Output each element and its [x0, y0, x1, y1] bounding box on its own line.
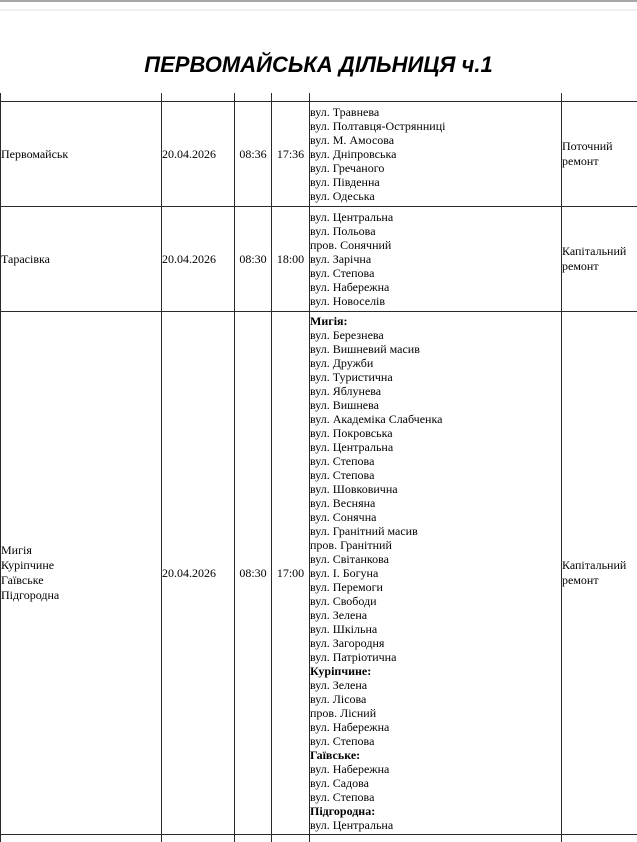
schedule-table — [0, 93, 637, 842]
street-line: Куріпчине: — [310, 664, 372, 678]
top-faint-line — [0, 9, 637, 11]
street-line: вул. Шкільна — [310, 622, 378, 636]
end-time-cell: 17:36 — [272, 102, 310, 207]
street-line: вул. Південна — [310, 175, 380, 189]
street-line: вул. Перемоги — [310, 580, 383, 594]
streets-cell — [310, 312, 562, 835]
street-line: вул. Центральна — [310, 818, 394, 832]
start-time-cell: 08:30 — [235, 312, 272, 835]
street-line: вул. Степова — [310, 266, 375, 280]
street-line: пров. Лісний — [310, 706, 377, 720]
locality-line: Куріпчине — [1, 558, 55, 572]
street-line: Мигія: — [310, 314, 348, 328]
street-line: вул. Полтавця-Острянниці — [310, 119, 446, 133]
street-line: вул. Садова — [310, 776, 369, 790]
street-line: вул. Степова — [310, 734, 375, 748]
repair-type-cell: Капітальний ремонт — [562, 207, 637, 312]
streets-cell — [310, 207, 562, 312]
street-line: вул. М. Амосова — [310, 133, 395, 147]
street-line: вул. Степова — [310, 454, 375, 468]
street-line: вул. Набережна — [310, 720, 390, 734]
schedule-table-body — [1, 93, 637, 842]
street-line: вул. Світанкова — [310, 552, 389, 566]
street-line: вул. Степова — [310, 468, 375, 482]
streets-cell — [310, 102, 562, 207]
street-line: вул. Вишневий масив — [310, 342, 420, 356]
page-title: ПЕРВОМАЙСЬКА ДІЛЬНИЦЯ ч.1 — [144, 52, 493, 77]
locality-cell — [1, 312, 162, 835]
locality-line: Тарасівка — [1, 251, 50, 266]
street-line: вул. Дніпровська — [310, 147, 397, 161]
locality-line: Мигія — [1, 543, 32, 557]
street-line: вул. Лісова — [310, 692, 367, 706]
street-line: вул. Весняна — [310, 496, 376, 510]
locality-cell — [1, 102, 162, 207]
locality-line: Підгородна — [1, 588, 60, 602]
end-time-cell: 18:00 — [272, 207, 310, 312]
locality-line: Первомайськ — [1, 146, 69, 161]
table-row — [1, 207, 637, 312]
street-line: вул. Набережна — [310, 762, 390, 776]
street-line: вул. Вишнева — [310, 398, 379, 412]
cropped-row-bottom — [1, 835, 637, 842]
top-border-bar — [0, 0, 637, 2]
repair-type-cell: Поточний ремонт — [562, 102, 637, 207]
street-line: вул. Гречаного — [310, 161, 385, 175]
cropped-row-top — [1, 93, 637, 102]
street-line: вул. Травнева — [310, 105, 380, 119]
locality-cell — [1, 207, 162, 312]
repair-type-cell: Капітальний ремонт — [562, 312, 637, 835]
locality-line: Гаївське — [1, 573, 44, 587]
street-line: вул. Покровська — [310, 426, 393, 440]
street-line: вул. Зелена — [310, 678, 368, 692]
street-line: Підгородна: — [310, 804, 376, 818]
street-line: вул. Дружби — [310, 356, 374, 370]
street-line: вул. Одеська — [310, 189, 375, 203]
table-row — [1, 102, 637, 207]
street-line: вул. Сонячна — [310, 510, 377, 524]
street-line: вул. Зелена — [310, 608, 368, 622]
street-line: вул. І. Богуна — [310, 566, 379, 580]
table-row — [1, 312, 637, 835]
street-line: вул. Патріотична — [310, 650, 397, 664]
street-line: вул. Зарічна — [310, 252, 372, 266]
street-line: вул. Центральна — [310, 210, 394, 224]
street-line: вул. Яблунева — [310, 384, 382, 398]
date-cell: 20.04.2026 — [162, 102, 235, 207]
street-line: пров. Сонячний — [310, 238, 392, 252]
start-time-cell: 08:30 — [235, 207, 272, 312]
street-line: вул. Набережна — [310, 280, 390, 294]
street-line: вул. Степова — [310, 790, 375, 804]
date-cell: 20.04.2026 — [162, 207, 235, 312]
street-line: Гаївське: — [310, 748, 361, 762]
street-line: вул. Гранітний масив — [310, 524, 418, 538]
street-line: вул. Березнева — [310, 328, 384, 342]
street-line: пров. Гранітний — [310, 538, 392, 552]
start-time-cell: 08:36 — [235, 102, 272, 207]
street-line: вул. Центральна — [310, 440, 394, 454]
street-line: вул. Шовковична — [310, 482, 398, 496]
schedule-table-wrap — [0, 93, 637, 842]
end-time-cell: 17:00 — [272, 312, 310, 835]
street-line: вул. Загородня — [310, 636, 385, 650]
date-cell: 20.04.2026 — [162, 312, 235, 835]
street-line: вул. Польова — [310, 224, 376, 238]
street-line: вул. Новоселів — [310, 294, 386, 308]
street-line: вул. Свободи — [310, 594, 377, 608]
street-line: вул. Туристична — [310, 370, 393, 384]
street-line: вул. Академіка Слабченка — [310, 412, 443, 426]
